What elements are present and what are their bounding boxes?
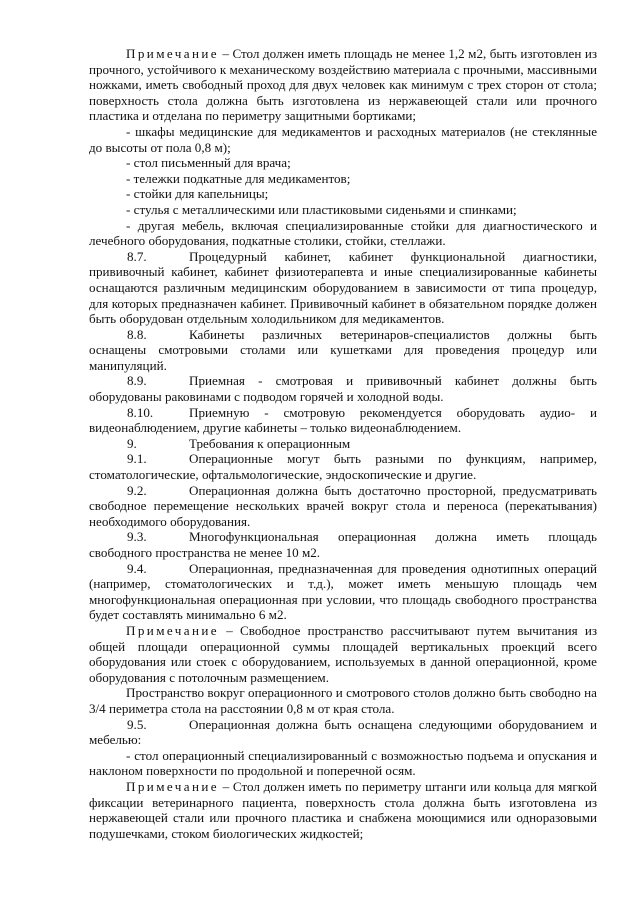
clause-number: 9.3.	[127, 529, 147, 545]
note-text: – Свободное пространство рассчитывают путем вычитания из общей площади операционной суммы площадей вертикальных проекций всего оборудования или стоек с оборудованием, используемых в данной операционной, кроме оборудования с потолочным размещением.	[89, 622, 597, 685]
note-paragraph	[89, 779, 597, 841]
clause-text: Операционные могут быть разными по функциям, например, стоматологические, офтальмологические, эндоскопические и другие.	[89, 451, 597, 483]
note-text: – Стол должен иметь по периметру штанги или кольца для мягкой фиксации ветеринарного пациента, поверхность стола должна быть изготовлена из нержавеющей стали или прочного пластика и снабжена моющимися или одноразовыми подушечками, стоком биологических жидкостей;	[89, 778, 597, 841]
list-item: - стулья с металлическими или пластиковыми сиденьями и спинками;	[126, 201, 517, 217]
section-9-heading	[89, 436, 597, 452]
list-item: - стол письменный для врача;	[126, 155, 291, 171]
list-item: - тележки подкатные для медикаментов;	[126, 170, 351, 186]
clause-8-7	[89, 249, 597, 327]
clause-text: Операционная должна быть оснащена следующими оборудованием и мебелью:	[89, 716, 597, 748]
list-item: - шкафы медицинские для медикаментов и расходных материалов (не стеклянные до высоты от пола 0,8 м);	[89, 123, 597, 155]
clause-number: 8.8.	[127, 326, 147, 342]
clause-number: 9.	[127, 435, 137, 451]
clause-number: 8.7.	[127, 248, 147, 264]
clause-9-5	[89, 717, 597, 748]
clause-9-1	[89, 451, 597, 482]
clause-text: Многофункциональная операционная должна иметь площадь свободного пространства не менее 10 м2.	[89, 529, 597, 560]
clause-text: Приемная - смотровая и прививочный кабинет должны быть оборудованы раковинами с подводом горячей и холодной воды.	[89, 373, 597, 405]
list-item: - стол операционный специализированный с возможностью подъема и опускания и наклоном поверхности по продольной и поперечной осям.	[89, 747, 597, 779]
clause-text: Процедурный кабинет, кабинет функциональной диагностики, прививочный кабинет, кабинет физиотерапевта и иные специализированные кабинеты оснащаются различным медицинским оборудованием в зависимости от типа процедур, для которых предназначен кабинет. Прививочный кабинет в обязательном порядке должен быть оборудован отдельным холодильником для медикаментов.	[89, 248, 597, 327]
note-label: Примечание	[126, 622, 220, 638]
clause-text: Приемную - смотровую рекомендуется оборудовать аудио- и видеонаблюдением, другие кабинеты – только видеонаблюдением.	[89, 404, 597, 436]
clause-9-4	[89, 561, 597, 623]
clause-number: 9.2.	[127, 482, 147, 498]
note-paragraph	[89, 46, 597, 124]
body-paragraph: Пространство вокруг операционного и смотрового столов должно быть свободно на 3/4 периметра стола на расстоянии 0,8 м от края стола.	[89, 685, 597, 716]
clause-9-2	[89, 483, 597, 530]
clause-number: 8.9.	[127, 373, 147, 389]
clause-text: Операционная, предназначенная для проведения однотипных операций (например, стоматологических и т.д.), может иметь меньшую площадь чем многофункциональная операционная при условии, что площадь свободного пространства будет составлять минимально 6 м2.	[89, 560, 597, 623]
clause-number: 9.1.	[127, 451, 147, 467]
note-paragraph	[89, 623, 597, 685]
clause-9-3	[89, 529, 597, 560]
clause-number: 9.5.	[127, 716, 147, 732]
note-label: Примечание	[126, 778, 220, 794]
clause-number: 8.10.	[127, 404, 154, 420]
note-label: Примечание	[126, 46, 220, 61]
clause-text: Операционная должна быть достаточно просторной, предусматривать свободное перемещение нескольких врачей вокруг стола и переноса (перекатывания) необходимого оборудования.	[89, 482, 597, 529]
clause-text: Кабинеты различных ветеринаров-специалистов должны быть оснащены смотровыми столами или кушетками для проведения процедур или манипуляций.	[89, 326, 597, 373]
clause-8-8	[89, 327, 597, 374]
clause-number: 9.4.	[127, 560, 147, 576]
list-item: - другая мебель, включая специализированные стойки для диагностического и лечебного оборудования, подкатные столики, стойки, стеллажи.	[89, 217, 597, 249]
list-item: - стойки для капельницы;	[126, 186, 269, 202]
clause-8-10	[89, 405, 597, 436]
note-text: – Стол должен иметь площадь не менее 1,2 м2, быть изготовлен из прочного, устойчивого к механическому воздействию материала с прочными, массивными ножками, иметь свободный проход для двух человек как минимум с трех сторон от стола; поверхность стола должна быть изготовлена из нержавеющей стали или прочного пластика и отделана по периметру защитными бортиками;	[89, 46, 597, 124]
clause-text: Требования к операционным	[189, 435, 351, 451]
document-body	[89, 46, 597, 841]
clause-8-9	[89, 373, 597, 404]
